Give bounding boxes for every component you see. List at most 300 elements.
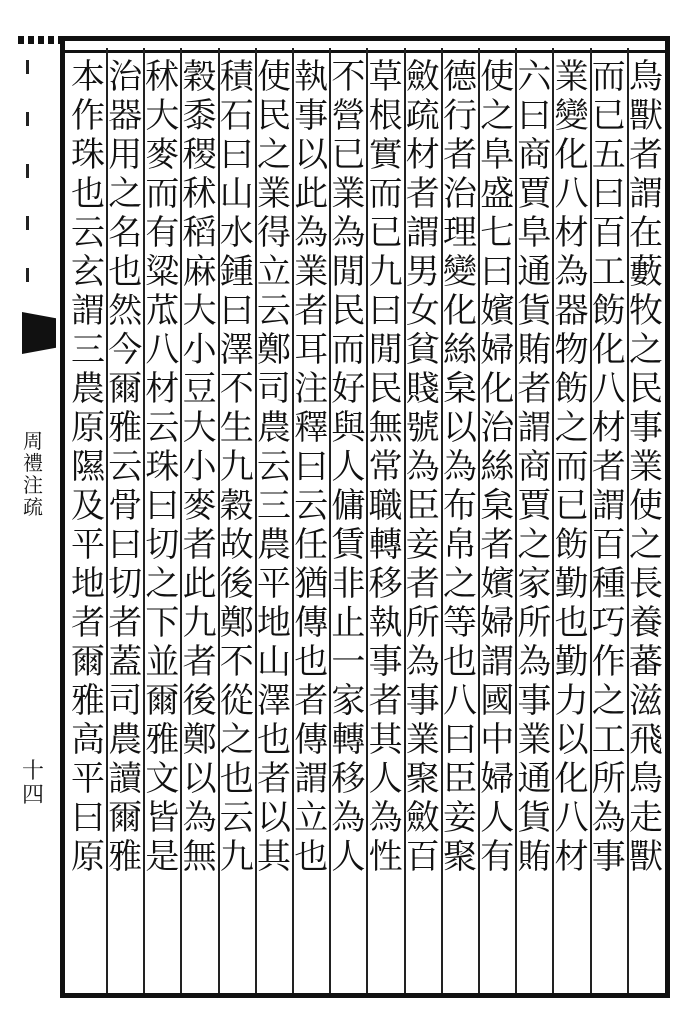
glyph: 曰	[219, 135, 254, 175]
glyph: 爾	[108, 369, 143, 409]
glyph: 業	[405, 720, 440, 760]
glyph: 民	[331, 291, 366, 331]
glyph: 曰	[480, 252, 515, 292]
glyph: 之	[629, 330, 663, 370]
glyph: 稻	[182, 213, 217, 253]
glyph: 三	[71, 330, 105, 370]
glyph: 賄	[517, 330, 552, 370]
glyph: 四	[21, 783, 44, 808]
glyph: 而	[331, 330, 366, 370]
glyph: 治	[108, 57, 143, 97]
glyph: 化	[480, 369, 515, 409]
glyph: 本	[71, 57, 105, 97]
glyph: 立	[257, 252, 291, 292]
glyph: 事	[591, 837, 626, 877]
glyph: 疏	[405, 96, 440, 136]
glyph: 者	[405, 174, 440, 214]
glyph: 秫	[145, 57, 180, 97]
glyph: 得	[257, 213, 291, 253]
glyph: 事	[294, 96, 329, 136]
glyph: 任	[294, 525, 329, 565]
glyph: 工	[591, 252, 626, 292]
glyph: 婦	[480, 330, 515, 370]
glyph: 澤	[257, 681, 291, 721]
column-rule	[366, 48, 368, 993]
glyph: 曰	[294, 447, 329, 487]
glyph: 移	[368, 564, 403, 604]
glyph: 牧	[629, 291, 663, 331]
glyph: 注	[294, 369, 329, 409]
glyph: 鄭	[219, 603, 254, 643]
glyph: 而	[591, 57, 626, 97]
glyph: 帛	[443, 525, 477, 565]
glyph: 司	[257, 369, 291, 409]
glyph: 無	[182, 837, 217, 877]
glyph: 讀	[108, 759, 143, 799]
glyph: 麻	[182, 252, 217, 292]
column-rule	[441, 48, 443, 993]
glyph: 賄	[517, 837, 552, 877]
glyph: 貧	[405, 330, 440, 370]
glyph: 之	[480, 96, 515, 136]
glyph: 者	[108, 603, 143, 643]
outer-rule-decoration	[18, 36, 64, 44]
glyph: 職	[368, 486, 403, 526]
glyph: 變	[443, 252, 477, 292]
text-column	[329, 58, 367, 877]
glyph: 商	[517, 135, 552, 175]
glyph: 而	[145, 174, 180, 214]
glyph: 業	[331, 174, 366, 214]
glyph: 臣	[443, 759, 477, 799]
column-rule	[106, 48, 108, 993]
glyph: 其	[257, 837, 291, 877]
glyph: 云	[108, 447, 143, 487]
glyph: 嬪	[480, 291, 515, 331]
glyph: 云	[257, 291, 291, 331]
glyph: 此	[294, 174, 329, 214]
glyph: 與	[331, 408, 366, 448]
glyph: 業	[257, 174, 291, 214]
glyph: 之	[108, 174, 143, 214]
glyph: 巧	[591, 603, 626, 643]
glyph: 材	[554, 837, 589, 877]
glyph: 大	[145, 96, 180, 136]
glyph: 滋	[629, 681, 663, 721]
glyph: 地	[71, 564, 105, 604]
glyph: 為	[294, 213, 329, 253]
glyph: 勤	[554, 642, 589, 682]
glyph: 養	[629, 603, 663, 643]
glyph: 八	[554, 174, 589, 214]
text-column	[181, 58, 219, 877]
glyph: 阜	[480, 135, 515, 175]
glyph: 化	[591, 330, 626, 370]
glyph: 苽	[145, 291, 180, 331]
glyph: 者	[294, 291, 329, 331]
glyph: 雅	[71, 681, 105, 721]
glyph: 以	[554, 720, 589, 760]
glyph: 今	[108, 330, 143, 370]
glyph: 治	[480, 408, 515, 448]
glyph: 人	[331, 837, 366, 877]
glyph: 云	[145, 408, 180, 448]
glyph: 鄭	[257, 330, 291, 370]
column-rule	[552, 48, 554, 993]
glyph: 婦	[480, 603, 515, 643]
glyph: 實	[368, 135, 403, 175]
glyph: 麥	[145, 135, 180, 175]
glyph: 有	[145, 213, 180, 253]
glyph: 九	[182, 603, 217, 643]
column-rule	[143, 48, 145, 993]
glyph: 貨	[517, 798, 552, 838]
glyph: 根	[368, 96, 403, 136]
text-column	[218, 58, 256, 877]
glyph: 不	[219, 369, 254, 409]
glyph: 傭	[331, 486, 366, 526]
glyph: 八	[554, 798, 589, 838]
glyph: 勤	[554, 564, 589, 604]
glyph: 大	[182, 291, 217, 331]
glyph: 也	[294, 642, 329, 682]
glyph: 為	[517, 642, 552, 682]
text-column	[255, 58, 293, 877]
glyph: 為	[331, 798, 366, 838]
glyph: 材	[554, 213, 589, 253]
glyph: 也	[294, 837, 329, 877]
glyph: 切	[108, 564, 143, 604]
glyph: 者	[629, 135, 663, 175]
glyph: 傳	[294, 720, 329, 760]
glyph: 立	[294, 798, 329, 838]
glyph: 下	[145, 603, 180, 643]
top-rule	[60, 50, 670, 53]
glyph: 枲	[480, 486, 515, 526]
glyph: 九	[219, 447, 254, 487]
glyph: 六	[517, 57, 552, 97]
column-rule	[478, 48, 480, 993]
glyph: 業	[294, 252, 329, 292]
glyph: 飛	[629, 720, 663, 760]
glyph: 賃	[331, 525, 366, 565]
glyph: 山	[257, 642, 291, 682]
glyph: 工	[591, 720, 626, 760]
glyph: 業	[629, 447, 663, 487]
glyph: 雅	[145, 720, 180, 760]
glyph: 鳥	[629, 57, 663, 97]
glyph: 物	[554, 330, 589, 370]
glyph: 通	[517, 759, 552, 799]
glyph: 秫	[182, 174, 217, 214]
glyph: 小	[182, 330, 217, 370]
glyph: 而	[368, 174, 403, 214]
glyph: 婦	[480, 759, 515, 799]
glyph: 閒	[331, 252, 366, 292]
glyph: 切	[145, 525, 180, 565]
glyph: 人	[480, 798, 515, 838]
glyph: 文	[145, 759, 180, 799]
glyph: 為	[182, 798, 217, 838]
glyph: 為	[368, 798, 403, 838]
glyph: 八	[591, 369, 626, 409]
glyph: 事	[517, 681, 552, 721]
glyph: 曰	[145, 486, 180, 526]
glyph: 謂	[629, 174, 663, 214]
glyph: 聚	[405, 759, 440, 799]
glyph: 行	[443, 96, 477, 136]
glyph: 所	[405, 603, 440, 643]
glyph: 及	[71, 486, 105, 526]
glyph: 用	[108, 135, 143, 175]
glyph: 盛	[480, 174, 515, 214]
glyph: 平	[71, 525, 105, 565]
glyph: 石	[219, 96, 254, 136]
glyph: 民	[629, 369, 663, 409]
glyph: 雅	[108, 408, 143, 448]
glyph: 高	[71, 720, 105, 760]
glyph: 材	[591, 408, 626, 448]
glyph: 隰	[71, 447, 105, 487]
glyph: 阜	[517, 213, 552, 253]
column-rule	[590, 48, 592, 993]
glyph: 中	[480, 720, 515, 760]
glyph: 司	[108, 681, 143, 721]
margin-marks	[26, 60, 46, 334]
glyph: 並	[145, 642, 180, 682]
glyph: 者	[517, 369, 552, 409]
glyph: 業	[554, 57, 589, 97]
glyph: 以	[443, 408, 477, 448]
glyph: 也	[257, 720, 291, 760]
glyph: 飭	[591, 291, 626, 331]
glyph: 走	[629, 798, 663, 838]
glyph: 麥	[182, 486, 217, 526]
glyph: 云	[219, 798, 254, 838]
glyph: 名	[108, 213, 143, 253]
glyph: 也	[554, 603, 589, 643]
glyph: 之	[591, 681, 626, 721]
glyph: 貨	[517, 291, 552, 331]
glyph: 玄	[71, 252, 105, 292]
glyph: 其	[368, 720, 403, 760]
glyph: 以	[182, 759, 217, 799]
glyph: 布	[443, 486, 477, 526]
glyph: 非	[331, 564, 366, 604]
glyph: 謂	[405, 213, 440, 253]
glyph: 之	[517, 525, 552, 565]
glyph: 男	[405, 252, 440, 292]
glyph: 妾	[443, 798, 477, 838]
glyph: 水	[219, 213, 254, 253]
glyph: 長	[629, 564, 663, 604]
glyph: 藪	[629, 252, 663, 292]
glyph: 聚	[443, 837, 477, 877]
glyph: 號	[405, 408, 440, 448]
glyph: 者	[368, 681, 403, 721]
glyph: 也	[108, 252, 143, 292]
glyph: 常	[368, 447, 403, 487]
fishtail-ornament	[22, 312, 56, 354]
glyph: 平	[71, 759, 105, 799]
column-rule	[515, 48, 517, 993]
glyph: 斂	[405, 798, 440, 838]
glyph: 生	[219, 408, 254, 448]
glyph: 曰	[71, 798, 105, 838]
glyph: 然	[108, 291, 143, 331]
glyph: 稷	[182, 135, 217, 175]
glyph: 云	[71, 213, 105, 253]
glyph: 小	[182, 447, 217, 487]
glyph: 力	[554, 681, 589, 721]
glyph: 後	[219, 564, 254, 604]
glyph: 周	[23, 429, 43, 453]
glyph: 轉	[368, 525, 403, 565]
text-column	[515, 58, 553, 877]
glyph: 家	[517, 564, 552, 604]
glyph: 農	[71, 369, 105, 409]
glyph: 作	[71, 96, 105, 136]
glyph: 謂	[294, 759, 329, 799]
glyph: 性	[368, 837, 403, 877]
glyph: 粱	[145, 252, 180, 292]
glyph: 之	[219, 720, 254, 760]
glyph: 化	[554, 135, 589, 175]
glyph: 百	[405, 837, 440, 877]
glyph: 執	[294, 57, 329, 97]
glyph: 者	[405, 564, 440, 604]
glyph: 已	[368, 213, 403, 253]
glyph: 鳥	[629, 759, 663, 799]
glyph: 豆	[182, 369, 217, 409]
glyph: 農	[257, 525, 291, 565]
glyph: 不	[219, 642, 254, 682]
glyph: 所	[517, 603, 552, 643]
glyph: 也	[71, 174, 105, 214]
glyph: 作	[591, 642, 626, 682]
glyph: 者	[443, 135, 477, 175]
glyph: 故	[219, 525, 254, 565]
glyph: 之	[145, 564, 180, 604]
column-rule	[180, 48, 182, 993]
glyph: 草	[368, 57, 403, 97]
glyph: 者	[480, 525, 515, 565]
glyph: 百	[591, 213, 626, 253]
glyph: 者	[591, 447, 626, 487]
folio-number	[20, 760, 46, 808]
glyph: 業	[517, 720, 552, 760]
glyph: 使	[480, 57, 515, 97]
glyph: 之	[443, 564, 477, 604]
glyph: 云	[257, 447, 291, 487]
glyph: 九	[219, 837, 254, 877]
glyph: 原	[71, 837, 105, 877]
glyph: 事	[405, 681, 440, 721]
margin-book-title	[22, 430, 44, 518]
glyph: 曰	[591, 174, 626, 214]
glyph: 之	[554, 408, 589, 448]
glyph: 而	[554, 447, 589, 487]
glyph: 材	[405, 135, 440, 175]
glyph: 以	[257, 798, 291, 838]
glyph: 已	[591, 96, 626, 136]
glyph: 穀	[219, 486, 254, 526]
text-column	[478, 58, 516, 877]
column-rule	[329, 48, 331, 993]
glyph: 為	[443, 447, 477, 487]
glyph: 絲	[443, 330, 477, 370]
glyph: 爾	[71, 642, 105, 682]
glyph: 之	[629, 525, 663, 565]
glyph: 謂	[591, 486, 626, 526]
glyph: 為	[405, 447, 440, 487]
glyph: 澤	[219, 330, 254, 370]
glyph: 所	[591, 759, 626, 799]
column-rule	[255, 48, 257, 993]
glyph: 五	[591, 135, 626, 175]
text-column	[590, 58, 628, 877]
glyph: 八	[443, 681, 477, 721]
glyph: 者	[294, 681, 329, 721]
glyph: 平	[257, 564, 291, 604]
glyph: 止	[331, 603, 366, 643]
glyph: 臣	[405, 486, 440, 526]
glyph: 妾	[405, 525, 440, 565]
glyph: 人	[368, 759, 403, 799]
glyph: 使	[629, 486, 663, 526]
glyph: 德	[443, 57, 477, 97]
glyph: 好	[331, 369, 366, 409]
glyph: 曰	[108, 525, 143, 565]
glyph: 此	[182, 564, 217, 604]
glyph: 農	[257, 408, 291, 448]
glyph: 云	[294, 486, 329, 526]
glyph: 家	[331, 681, 366, 721]
glyph: 賤	[405, 369, 440, 409]
glyph: 也	[219, 759, 254, 799]
glyph: 也	[443, 642, 477, 682]
glyph: 賈	[517, 486, 552, 526]
glyph: 者	[71, 603, 105, 643]
glyph: 不	[331, 57, 366, 97]
glyph: 皆	[145, 798, 180, 838]
glyph: 飭	[554, 525, 589, 565]
glyph: 謂	[517, 408, 552, 448]
glyph: 耳	[294, 330, 329, 370]
glyph: 材	[145, 369, 180, 409]
text-column	[367, 58, 405, 877]
glyph: 九	[368, 252, 403, 292]
glyph: 後	[182, 681, 217, 721]
glyph: 農	[108, 720, 143, 760]
glyph: 十	[21, 759, 44, 784]
glyph: 閒	[368, 330, 403, 370]
text-column	[69, 58, 107, 877]
glyph: 為	[554, 252, 589, 292]
text-column	[143, 58, 181, 877]
glyph: 器	[108, 96, 143, 136]
text-column	[292, 58, 330, 877]
glyph: 化	[443, 291, 477, 331]
glyph: 謂	[71, 291, 105, 331]
glyph: 骨	[108, 486, 143, 526]
glyph: 民	[368, 369, 403, 409]
glyph: 原	[71, 408, 105, 448]
glyph: 變	[554, 96, 589, 136]
text-column	[627, 58, 665, 877]
glyph: 有	[480, 837, 515, 877]
glyph: 轉	[331, 720, 366, 760]
